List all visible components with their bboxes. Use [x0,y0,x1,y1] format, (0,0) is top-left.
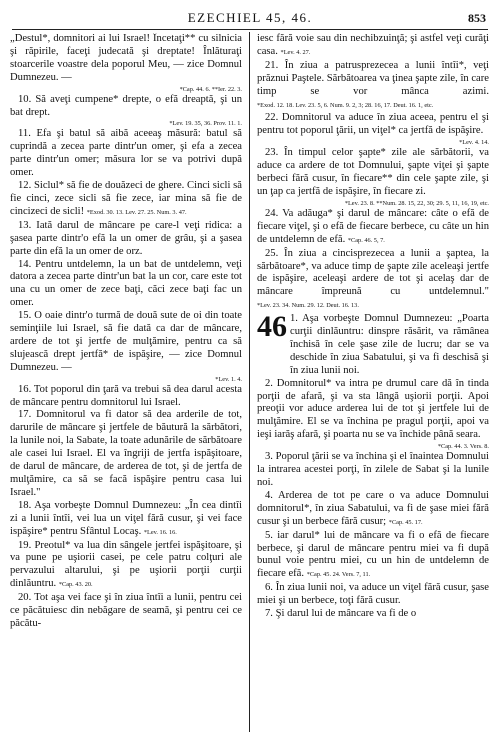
verse-text: 13. Iată darul de mâncare pe care-l veţi ridica: a şasea parte dintr'o efă la un omer de grâu, şi a şasea parte din efă la un omer de orz. [10,219,242,257]
verse-text: 1. Aşa vorbeşte Domnul Dumnezeu: „Poarta curţii dinlăuntru: dinspre răsărit, va rămânea închisă în cele şase zile de lucru; dar se va deschide în ziua Sabatului, şi va fi deschisă şi în ziua lunii noi. [290,313,489,376]
verse [257,530,489,583]
cross-reference: *Exod. 12. 18. Lev. 23. 5, 6. Num. 9. 2, 3; 28. 16, 17. Deut. 16. 1, etc. [257,101,434,109]
verse-text: 15. O oaie dintr'o turmă de două sute de oi din toate seminţiile lui Israel, să fie dată ca dar de mâncare, ardere de tot şi jertfe de mulţămire, pentru ca să slujească drept jertfă* de ispăşire, — zice Domnul Dumnezeu. — [10,310,242,373]
cross-reference: *Cap. 45. 24. Vers. 7, 11. [306,571,371,579]
cross-reference: *Lev. 4. 27. [280,48,311,56]
verse-text: 4. Arderea de tot pe care o va aduce Domnului domnitorul*, în ziua Sabatului, va fi de şase miei fără cusur şi un berbece fără cusur; [257,489,489,527]
cross-reference: *Lev. 1. 4. [215,375,242,383]
cross-reference: *Cap. 43. 20. [58,581,93,589]
right-column [257,33,489,737]
verse [10,220,242,259]
chapter-start [257,310,489,378]
verse [10,500,242,540]
verse [10,540,242,593]
cross-reference: *Cap. 44. 3. Vers. 8. [437,443,489,451]
cross-reference: *Lev. 16. 16. [143,528,177,536]
verse [257,208,489,248]
verse-text: „Destul*, domnitori ai lui Israel! Încetaţi** cu silnicia şi răpirile, faceţi judecată şi dreptate! Înlăturaţi stoarcerile voastre dela poporul Meu, — zice Domnul Dumnezeu. — [10,33,242,83]
verse [257,112,489,138]
verse-text: 14. Pentru untdelemn, la un bat de untdelemn, veţi datora a zecea parte dintr'un bat la un cor, care este tot una cu un omer de zece baţi, căci zece baţi fac un omer. [10,258,242,309]
cross-reference: *Lev. 19. 35, 36. Prov. 11. 1. [169,120,242,128]
verse [10,409,242,499]
verse [10,310,242,375]
left-column [10,33,242,737]
verse-text: 24. Va adăuga* şi darul de mâncare: câte o efă de fiecare viţel, şi o efă de fiecare berbece, cu câte un hin de untdelemn de efă. [257,207,489,245]
verse-text: 12. Siclul* să fie de douăzeci de ghere. Cinci sicli să fie cinci, zece sicli să fie zece, iar mina să fie de cincizeci de sicli! [10,180,242,217]
verse-text: 23. În timpul celor şapte* zile ale sărbătorii, va aduce ca ardere de tot Domnului, şapte viţei şi şapte berbeci fără cusur, în fiecare** din cele şapte zile, şi un ţap ca jertfă de ispăşire, în fiecare zi. [257,147,489,197]
verse-text: 25. În ziua a cincisprezecea a lunii a şaptea, la sărbătoare*, va aduce timp de şapte zile aceleaşi jertfe de ispăşire, aceleaşi ardere de tot şi acelaş dar de mâncare împreună cu untdelemnul." [257,247,489,298]
verse [10,592,242,631]
verse-text: 2. Domnitorul* va intra pe drumul care dă în tinda porţii de afară, şi va sta lângă uşiorii porţii. Apoi preoţii vor aduce arderea lui de tot şi jertfele lui de mulţămire. El se va închina pe pragul porţii, apoi va ieşi iarăş afară, şi poarta nu se va închide până seara. [257,377,489,441]
verse-text: 5. iar darul* lui de mâncare va fi o efă de fiecare berbece, şi darul de mâncare pentru miei va fi după bunul voie pentru miei, cu un hin de untdelemn de fiecare efă. [257,529,489,580]
verse [10,94,242,120]
verse [257,248,489,314]
cross-reference: *Cap. 46. 5, 7. [347,236,385,244]
page-number: 853 [468,11,486,25]
verse-text: 11. Efa şi batul să aibă aceeaş măsură: batul să cuprindă a zecea parte dintr'un omer, şi efa a zecea parte dintr'un omer; măsura lor se va potrivi după omer. [10,128,242,179]
verse-text: 10. Să aveţi cumpene* drepte, o efă dreaptă, şi un bat drept. [10,93,242,118]
verse-text: 19. Preotul* va lua din sângele jertfei ispăşitoare, şi va pune pe uşiorii casei, pe cele patru colţuri ale pervazului altarului, şi pe uşiorii porţii curţii dinlăuntru. [10,539,242,590]
cross-reference: *Lev. 23. 8. **Num. 28. 15, 22, 30; 29. 5, 11, 16, 19, etc. [344,199,489,207]
verse-text: 17. Domnitorul va fi dator să dea arderile de tot, darurile de mâncare şi jertfele de băutură la sărbători, la lunile noi, la Sabate, la toate adunările de sărbătoare ale casei lui Israel. El va îngriji de jertfa ispăşitoare, de darul de mâncare, de arderea de tot, şi de jertfa de mulţămire, ca să se facă ispăşire pentru casa lui Israel." [10,409,242,498]
cross-reference: *Lev. 4. 14. [459,139,489,147]
verse-text: 21. În ziua a patrusprezecea a lunii întîi*, veţi prăznui Paştele. Sărbătoarea va ţinea şapte zile, în care timp se vor mânca azimi. [257,59,489,97]
verse [290,313,489,378]
verse [10,128,242,180]
verse [257,582,489,608]
verse [257,33,489,60]
verse-text: 6. În ziua lunii noi, va aduce un viţel fără cusur, şase miei şi un berbece, toţi fără cusur. [257,582,489,607]
cross-reference: *Cap. 44. 6. **Ier. 22. 3. [179,85,242,93]
cross-reference: *Cap. 45. 17. [388,518,423,526]
chapter-number: 46 [257,310,287,344]
verse-text: 7. Şi darul lui de mâncare va fi de o [265,608,417,620]
verse-text: 20. Tot aşa vei face şi în ziua întîi a lunii, pentru cei ce păcătuiesc din nebăgare de seamă, şi pentru cei ce păcătu- [10,592,242,629]
verse-text: 22. Domnitorul va aduce în ziua aceea, pentru el şi pentru tot poporul ţării, un viţel* ca jertfă de ispăşire. [257,112,489,137]
running-title: EZECHIEL 45, 46. [187,10,313,25]
verse [257,60,489,113]
verse-text: 3. Poporul ţării se va închina şi el înaintea Domnului la intrarea acestei porţi, în zilele de Sabat şi la lunile noi. [257,451,489,488]
column-divider [249,32,250,732]
verse [257,608,489,621]
verse [10,33,242,85]
verse [10,180,242,220]
verse-text: iesc fără voie sau din nechibzuinţă; şi astfel veţi curăţi casa. [257,33,489,57]
verse-text: 16. Tot poporul din ţară va trebui să dea darul acesta de mâncare pentru domnitorul lui Israel. [10,383,242,408]
verse [257,490,489,530]
verse [257,378,489,443]
verse [257,147,489,199]
cross-reference: *Lev. 23. 34. Num. 29. 12. Deut. 16. 13. [257,302,359,310]
verse-text: 18. Aşa vorbeşte Domnul Dumnezeu: „În cea dintîi zi a lunii întîi, vei lua un viţel fără cusur, şi vei face ispăşire* pentru Sfântul Locaş. [10,499,242,537]
header-rule [12,29,488,30]
verse [10,384,242,410]
verse [257,451,489,490]
cross-reference: *Exod. 30. 13. Lev. 27. 25. Num. 3. 47. [86,208,187,216]
verse [10,259,242,311]
page-header [0,8,500,28]
